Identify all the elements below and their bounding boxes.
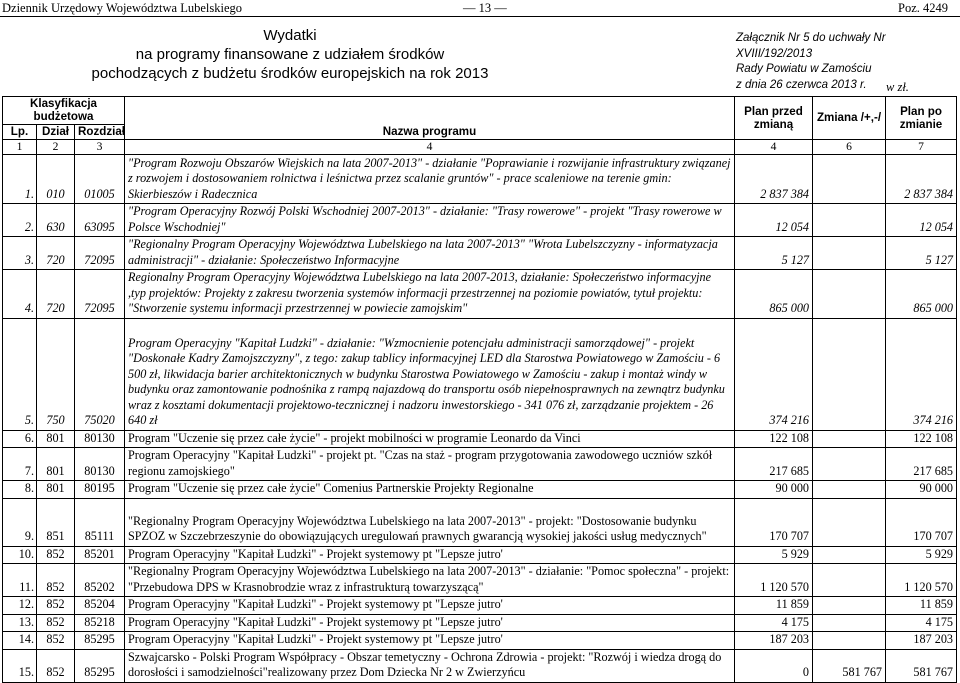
row-dzial: 852 [37, 632, 75, 650]
row-plan-before: 90 000 [735, 481, 813, 499]
annex-line: Załącznik Nr 5 do uchwały Nr XVIII/192/2013 [736, 32, 886, 60]
title-line: pochodzących z budżetu środków europejskich na rok 2013 [91, 65, 489, 82]
row-lp: 2. [3, 204, 37, 237]
row-plan-before: 217 685 [735, 448, 813, 481]
rozdzial-header: Rozdział [75, 125, 125, 140]
row-dzial: 852 [37, 597, 75, 615]
row-change [813, 448, 886, 481]
row-rozdzial: 72095 [75, 237, 125, 270]
column-number: 2 [37, 140, 75, 155]
row-dzial: 010 [37, 155, 75, 204]
row-change [813, 430, 886, 448]
column-number: 3 [75, 140, 125, 155]
row-lp: 1. [3, 155, 37, 204]
dzial-header: Dział [37, 125, 75, 140]
row-lp: 9. [3, 498, 37, 546]
row-plan-after: 4 175 [886, 614, 957, 632]
row-rozdzial: 80130 [75, 448, 125, 481]
row-plan-before: 1 120 570 [735, 564, 813, 597]
row-plan-after: 217 685 [886, 448, 957, 481]
page-number: — 13 — [463, 1, 507, 15]
plan-before-header: Plan przed zmianą [735, 97, 813, 140]
row-change [813, 597, 886, 615]
row-dzial: 630 [37, 204, 75, 237]
row-change [813, 270, 886, 319]
annex-line: Rady Powiatu w Zamościu [736, 63, 872, 75]
row-plan-before: 5 929 [735, 546, 813, 564]
row-rozdzial: 63095 [75, 204, 125, 237]
change-header: Zmiana /+,-/ [813, 97, 886, 140]
row-plan-after: 187 203 [886, 632, 957, 650]
row-plan-after: 170 707 [886, 498, 957, 546]
title-line: Wydatki [263, 27, 317, 44]
row-rozdzial: 85295 [75, 649, 125, 682]
table-body [3, 155, 957, 683]
row-dzial: 851 [37, 498, 75, 546]
row-dzial: 852 [37, 564, 75, 597]
row-rozdzial: 85204 [75, 597, 125, 615]
row-plan-before: 170 707 [735, 498, 813, 546]
row-program-name: Program "Uczenie się przez całe życie" - projekt mobilności w programie Leonardo da Vinci [125, 430, 735, 448]
row-plan-after: 90 000 [886, 481, 957, 499]
table-row [3, 546, 957, 564]
row-plan-after: 5 929 [886, 546, 957, 564]
row-rozdzial: 72095 [75, 270, 125, 319]
row-change [813, 632, 886, 650]
row-program-name: Program Operacyjny "Kapitał Ludzki" - Projekt systemowy pt "Lepsze jutro' [125, 597, 735, 615]
row-rozdzial: 80130 [75, 430, 125, 448]
column-number: 7 [886, 140, 957, 155]
row-program-name: Regionalny Program Operacyjny Województwa Lubelskiego na lata 2007-2013, działanie: Społeczeństwo informacyjne ,typ projektów: Projekty z zakresu tworzenia systemów informacji przestrzennej na poziomie powiatów, tytuł projektu: "Stworzenie systemu informacji przestrzennej w powiecie zamojskim" [125, 270, 735, 319]
row-lp: 4. [3, 270, 37, 319]
row-dzial: 720 [37, 237, 75, 270]
column-number: 4 [125, 140, 735, 155]
row-plan-after: 5 127 [886, 237, 957, 270]
table-row [3, 597, 957, 615]
row-plan-before: 0 [735, 649, 813, 682]
row-plan-before: 11 859 [735, 597, 813, 615]
row-lp: 10. [3, 546, 37, 564]
row-dzial: 720 [37, 270, 75, 319]
row-lp: 11. [3, 564, 37, 597]
row-dzial: 852 [37, 546, 75, 564]
table-row [3, 564, 957, 597]
row-rozdzial: 75020 [75, 318, 125, 430]
annex-line: z dnia 26 czerwca 2013 r. [736, 78, 867, 91]
currency-unit: w zł. [886, 80, 909, 94]
row-change [813, 546, 886, 564]
column-number: 4 [735, 140, 813, 155]
table-row [3, 155, 957, 204]
row-change [813, 481, 886, 499]
row-plan-before: 12 054 [735, 204, 813, 237]
row-change: 581 767 [813, 649, 886, 682]
row-plan-after: 374 216 [886, 318, 957, 430]
position-number: Poz. 4249 [898, 1, 948, 15]
plan-after-header: Plan po zmianie [886, 97, 957, 140]
row-program-name: "Regionalny Program Operacyjny Województwa Lubelskiego na lata 2007-2013" "Wrota Lubelszczyzny - informatyzacja administracji" - działanie: Społeczeństwo Informacyjne [125, 237, 735, 270]
annex-note [736, 31, 960, 93]
table-row [3, 632, 957, 650]
row-program-name: "Regionalny Program Operacyjny Województwa Lubelskiego na lata 2007-2013" - działanie: "Pomoc społeczna" - projekt: "Przebudowa DPS w Krasnobrodzie wraz z infrastrukturą towarzyszącą" [125, 564, 735, 597]
row-change [813, 237, 886, 270]
table-row [3, 498, 957, 546]
table-row [3, 318, 957, 430]
table-row [3, 270, 957, 319]
row-program-name: Program Operacyjny "Kapitał Ludzki" - działanie: "Wzmocnienie potencjału administracji samorządowej" - projekt "Doskonałe Kadry Zamojszczyzny", z tego: zakup tablicy informacyjnej LED dla Starostwa Powiatowego w Zamościu - 6 500 zł, likwidacja barier architektonicznych w budynku Starostwa Powiatowego w Zamościu - zakup i montaż windy w budynku oraz zamontowanie podnośnika z rampą najazdową do transportu osób niepełnosprawnych na zewnątrz budynku wraz z kosztami dokumentacji projektowo-tecznicznej i nadzoru inwestorskiego - 341 076 zł, zarządzanie projektem - 26 640 zł [125, 318, 735, 430]
row-program-name: Szwajcarsko - Polski Program Współpracy - Obszar temetyczny - Ochrona Zdrowia - projekt: "Rozwój i wiedza drogą do dorosłości i samodzielności"realizowany przez Dom Dziecka Nr 2 w Zwierzyńcu [125, 649, 735, 682]
row-change [813, 155, 886, 204]
row-lp: 14. [3, 632, 37, 650]
row-lp: 8. [3, 481, 37, 499]
row-program-name: Program Operacyjny "Kapitał Ludzki" - Projekt systemowy pt "Lepsze jutro' [125, 632, 735, 650]
row-plan-before: 865 000 [735, 270, 813, 319]
row-plan-before: 2 837 384 [735, 155, 813, 204]
row-rozdzial: 85201 [75, 546, 125, 564]
row-lp: 5. [3, 318, 37, 430]
row-program-name: Program Operacyjny "Kapitał Ludzki" - Projekt systemowy pt "Lepsze jutro' [125, 614, 735, 632]
page-header [0, 0, 960, 17]
row-program-name: "Regionalny Program Operacyjny Województwa Lubelskiego na lata 2007-2013" - projekt: "Dostosowanie budynku SPZOZ w Szczebrzeszynie do obowiązujących uregulowań prawnych gwarancją wysokiej jakości usług medycznych" [125, 498, 735, 546]
row-plan-after: 122 108 [886, 430, 957, 448]
column-number: 6 [813, 140, 886, 155]
lp-header: Lp. [3, 125, 37, 140]
row-lp: 13. [3, 614, 37, 632]
column-number: 1 [3, 140, 37, 155]
row-lp: 3. [3, 237, 37, 270]
row-lp: 7. [3, 448, 37, 481]
row-plan-before: 187 203 [735, 632, 813, 650]
program-name-header: Nazwa programu [125, 97, 735, 140]
row-rozdzial: 01005 [75, 155, 125, 204]
row-program-name: Program Operacyjny "Kapitał Ludzki" - projekt pt. "Czas na staż - program przygotowania zawodowego uczniów szkół regionu zamojskiego" [125, 448, 735, 481]
row-plan-after: 581 767 [886, 649, 957, 682]
table-row [3, 614, 957, 632]
table-row [3, 430, 957, 448]
row-lp: 15. [3, 649, 37, 682]
budget-classification-header: Klasyfikacja budżetowa [3, 97, 125, 125]
row-plan-before: 374 216 [735, 318, 813, 430]
table-row [3, 649, 957, 682]
row-plan-before: 5 127 [735, 237, 813, 270]
row-lp: 6. [3, 430, 37, 448]
row-rozdzial: 80195 [75, 481, 125, 499]
row-change [813, 204, 886, 237]
expenditure-table [2, 96, 957, 683]
table-row [3, 448, 957, 481]
row-dzial: 750 [37, 318, 75, 430]
row-plan-after: 1 120 570 [886, 564, 957, 597]
row-change [813, 318, 886, 430]
row-change [813, 498, 886, 546]
document-title [90, 26, 490, 83]
row-lp: 12. [3, 597, 37, 615]
row-dzial: 801 [37, 448, 75, 481]
title-line: na programy finansowane z udziałem środków [135, 46, 445, 63]
table-row [3, 481, 957, 499]
row-dzial: 852 [37, 614, 75, 632]
row-rozdzial: 85111 [75, 498, 125, 546]
row-rozdzial: 85295 [75, 632, 125, 650]
row-program-name: Program Operacyjny "Kapitał Ludzki" - Projekt systemowy pt "Lepsze jutro' [125, 546, 735, 564]
row-dzial: 801 [37, 481, 75, 499]
row-plan-after: 2 837 384 [886, 155, 957, 204]
row-plan-before: 4 175 [735, 614, 813, 632]
row-change [813, 564, 886, 597]
table-row [3, 204, 957, 237]
row-program-name: "Program Rozwoju Obszarów Wiejskich na lata 2007-2013" - działanie "Poprawianie i rozwijanie infrastruktury związanej z rozwojem i dostosowaniem rolnictwa i leśnictwa przez scalanie gruntów" - prace scaleniowe na terenie gmin: Skierbieszów i Radecznica [125, 155, 735, 204]
row-plan-after: 865 000 [886, 270, 957, 319]
row-change [813, 614, 886, 632]
table-row [3, 237, 957, 270]
row-dzial: 852 [37, 649, 75, 682]
row-plan-after: 12 054 [886, 204, 957, 237]
row-program-name: "Program Operacyjny Rozwój Polski Wschodniej 2007-2013" - działanie: "Trasy rowerowe" - projekt "Trasy rowerowe w Polsce Wschodniej" [125, 204, 735, 237]
row-dzial: 801 [37, 430, 75, 448]
journal-name: Dziennik Urzędowy Województwa Lubelskiego [2, 1, 243, 15]
row-rozdzial: 85202 [75, 564, 125, 597]
row-plan-after: 11 859 [886, 597, 957, 615]
row-rozdzial: 85218 [75, 614, 125, 632]
row-program-name: Program "Uczenie się przez całe życie" Comenius Partnerskie Projekty Regionalne [125, 481, 735, 499]
row-plan-before: 122 108 [735, 430, 813, 448]
